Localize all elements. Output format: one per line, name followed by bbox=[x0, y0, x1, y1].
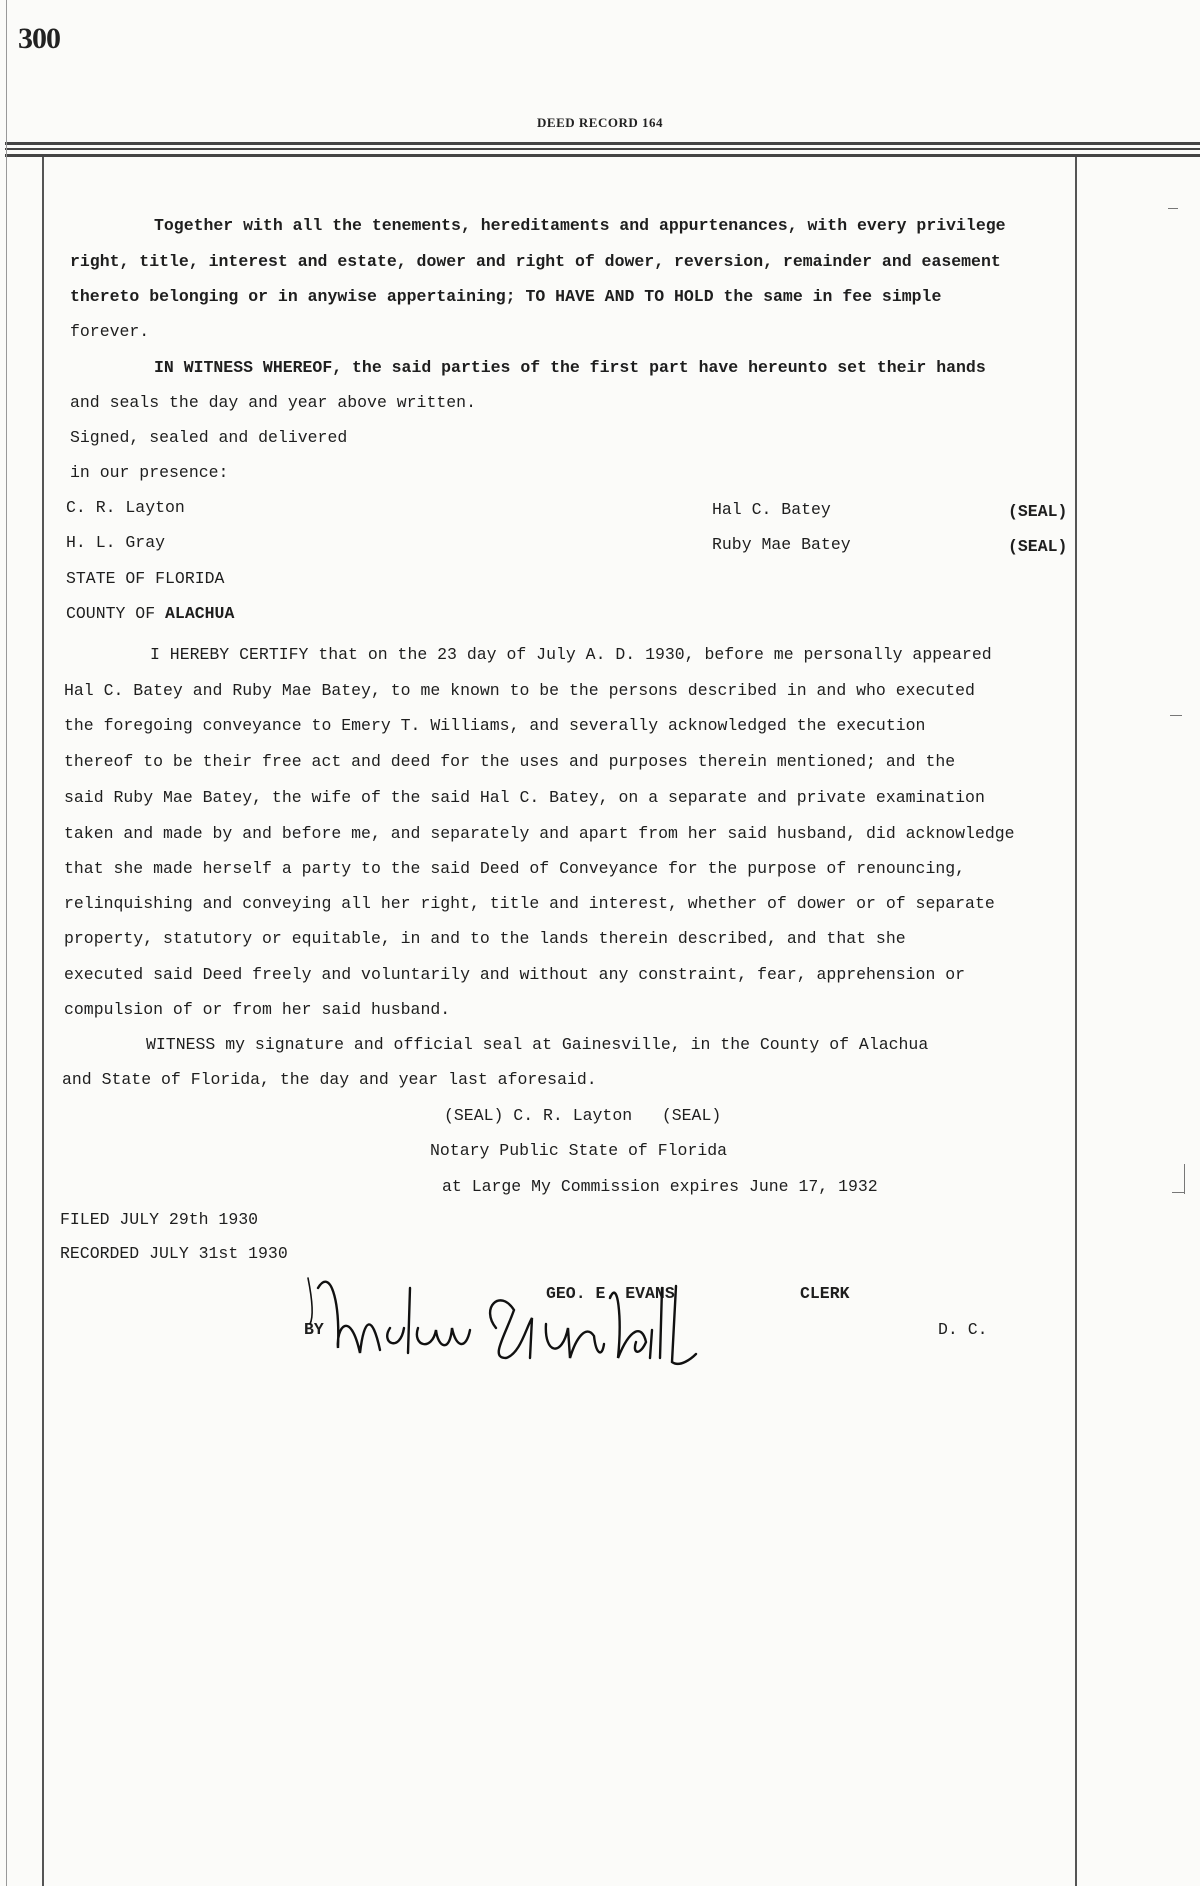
header-rule-middle bbox=[5, 148, 1200, 150]
notary-commission-line: at Large My Commission expires June 17, 1932 bbox=[442, 1177, 878, 1196]
clerk-title: CLERK bbox=[800, 1284, 850, 1303]
para1-line: Together with all the tenements, hereditaments and appurtenances, with every privilege bbox=[154, 216, 1006, 235]
deputy-clerk-signature bbox=[300, 1258, 720, 1398]
certificate-line: the foregoing conveyance to Emery T. Williams, and severally acknowledged the execution bbox=[64, 716, 926, 735]
edge-mark bbox=[1168, 208, 1178, 209]
grantor-seal: (SEAL) bbox=[1008, 502, 1068, 521]
left-margin-rule bbox=[42, 157, 44, 1886]
certificate-line: executed said Deed freely and voluntarily and without any constraint, fear, apprehension or bbox=[64, 965, 966, 984]
by-label: BY bbox=[304, 1320, 324, 1339]
certificate-line: that she made herself a party to the said Deed of Conveyance for the purpose of renouncing, bbox=[64, 859, 966, 878]
signed-sealed-line: Signed, sealed and delivered bbox=[70, 428, 348, 447]
witness-para-line: WITNESS my signature and official seal at Gainesville, in the County of Alachua bbox=[146, 1035, 929, 1054]
edge-mark bbox=[1170, 715, 1182, 716]
grantor-seal: (SEAL) bbox=[1008, 537, 1068, 556]
para1-line: thereto belonging or in anywise appertaining; TO HAVE AND TO HOLD the same in fee simple bbox=[70, 287, 942, 306]
witness-name: H. L. Gray bbox=[66, 533, 166, 552]
notary-title-line: Notary Public State of Florida bbox=[430, 1141, 728, 1160]
presence-line: in our presence: bbox=[70, 463, 229, 482]
certificate-line: I HEREBY CERTIFY that on the 23 day of July A. D. 1930, before me personally appeared bbox=[150, 645, 992, 664]
witness-name: C. R. Layton bbox=[66, 498, 185, 517]
certificate-line: property, statutory or equitable, in and to the lands therein described, and that she bbox=[64, 929, 906, 948]
venue-county-prefix: COUNTY OF bbox=[66, 604, 166, 623]
para2-line: and seals the day and year above written. bbox=[70, 393, 476, 412]
certificate-line: relinquishing and conveying all her right, title and interest, whether of dower or of separate bbox=[64, 894, 995, 913]
venue-county-name: ALACHUA bbox=[165, 604, 235, 623]
venue-state: STATE OF FLORIDA bbox=[66, 569, 225, 588]
clerk-name: GEO. E. EVANS bbox=[546, 1284, 675, 1303]
para2-line: IN WITNESS WHEREOF, the said parties of the first part have hereunto set their hands bbox=[154, 358, 986, 377]
para1-line: forever. bbox=[70, 322, 150, 341]
certificate-line: said Ruby Mae Batey, the wife of the said Hal C. Batey, on a separate and private examination bbox=[64, 788, 985, 807]
record-title: DEED RECORD 164 bbox=[537, 115, 663, 130]
deputy-clerk-label: D. C. bbox=[938, 1320, 988, 1339]
filed-date: FILED JULY 29th 1930 bbox=[60, 1210, 259, 1229]
certificate-line: compulsion of or from her said husband. bbox=[64, 1000, 451, 1019]
page-edge-rule bbox=[6, 0, 7, 1886]
header-rule-top bbox=[5, 142, 1200, 145]
edge-mark bbox=[1184, 1164, 1185, 1194]
notary-seal-line: (SEAL) C. R. Layton (SEAL) bbox=[444, 1106, 722, 1125]
right-margin-rule bbox=[1075, 157, 1077, 1886]
recorded-date: RECORDED JULY 31st 1930 bbox=[60, 1244, 288, 1263]
header-rule-bottom bbox=[5, 154, 1200, 157]
para1-line: right, title, interest and estate, dower and right of dower, reversion, remainder and easement bbox=[70, 252, 1001, 271]
certificate-line: Hal C. Batey and Ruby Mae Batey, to me known to be the persons described in and who executed bbox=[64, 681, 975, 700]
page-number: 300 bbox=[18, 22, 60, 55]
witness-para-line: and State of Florida, the day and year last aforesaid. bbox=[62, 1070, 597, 1089]
grantor-name: Hal C. Batey bbox=[712, 500, 831, 519]
venue-county bbox=[66, 604, 234, 624]
certificate-line: taken and made by and before me, and separately and apart from her said husband, did acknowledge bbox=[64, 824, 1015, 843]
grantor-name: Ruby Mae Batey bbox=[712, 535, 851, 554]
certificate-line: thereof to be their free act and deed for the uses and purposes therein mentioned; and the bbox=[64, 752, 956, 771]
edge-mark bbox=[1172, 1192, 1184, 1193]
